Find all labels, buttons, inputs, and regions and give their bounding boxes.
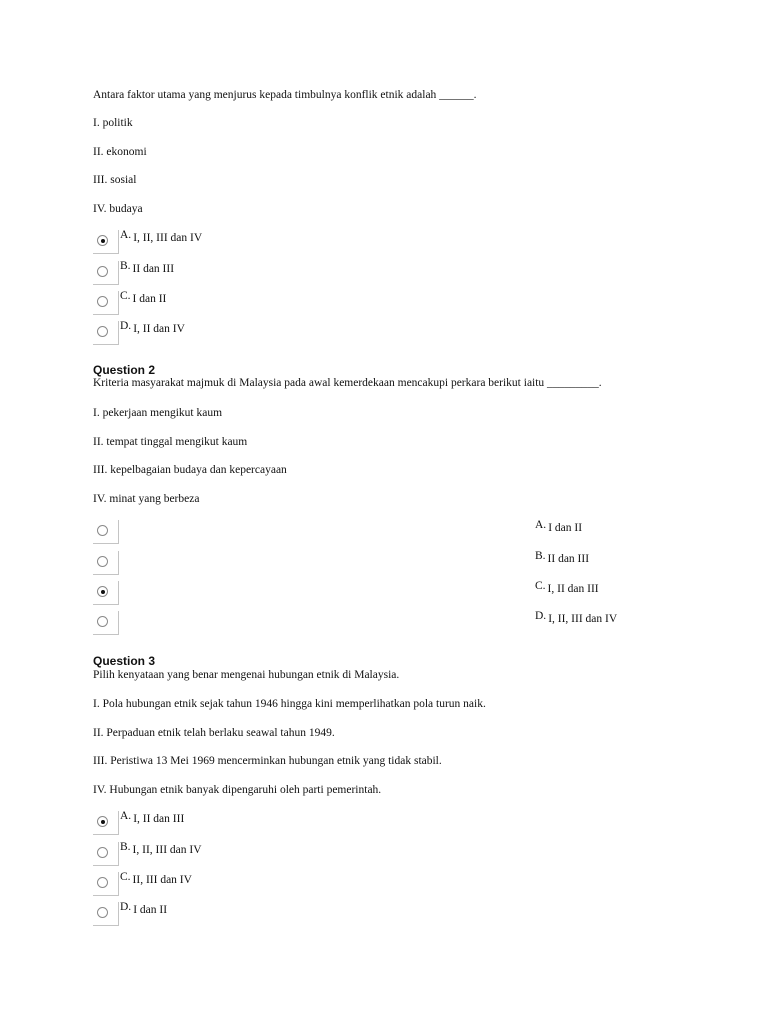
option-a[interactable]: A. I, II dan III	[120, 810, 185, 825]
option-cell	[93, 902, 119, 926]
option-d[interactable]: D. I dan II	[120, 901, 168, 916]
radio-button-d[interactable]	[97, 326, 108, 337]
option-d[interactable]: D. I, II, III dan IV	[535, 610, 618, 625]
radio-button-a[interactable]	[97, 235, 108, 246]
option-cell	[93, 520, 119, 544]
question-2-statement-4: IV. minat yang berbeza	[93, 493, 200, 505]
radio-button-c[interactable]	[97, 586, 108, 597]
radio-button-c[interactable]	[97, 877, 108, 888]
radio-button-d[interactable]	[97, 907, 108, 918]
question-1-statement-2: II. ekonomi	[93, 146, 147, 158]
option-cell	[93, 230, 119, 254]
option-a[interactable]: A. I, II, III dan IV	[120, 229, 203, 244]
question-2-heading: Question 2	[93, 363, 156, 377]
radio-button-a[interactable]	[97, 816, 108, 827]
radio-button-d[interactable]	[97, 616, 108, 627]
question-2-statement-1: I. pekerjaan mengikut kaum	[93, 407, 223, 419]
radio-button-b[interactable]	[97, 266, 108, 277]
question-3-statement-1: I. Pola hubungan etnik sejak tahun 1946 hingga kini memperlihatkan pola turun naik.	[93, 698, 486, 710]
radio-button-a[interactable]	[97, 525, 108, 536]
option-cell	[93, 291, 119, 315]
option-c[interactable]: C. I, II dan III	[535, 580, 599, 595]
option-cell	[93, 872, 119, 896]
question-3-heading: Question 3	[93, 654, 156, 668]
option-b[interactable]: B. II dan III	[120, 260, 175, 275]
question-3-statement-4: IV. Hubungan etnik banyak dipengaruhi oleh parti pemerintah.	[93, 784, 382, 796]
option-b[interactable]: B. II dan III	[535, 550, 590, 565]
question-3-statement-2: II. Perpaduan etnik telah berlaku seawal tahun 1949.	[93, 727, 335, 739]
option-cell	[93, 842, 119, 866]
option-cell	[93, 261, 119, 285]
radio-button-c[interactable]	[97, 296, 108, 307]
option-cell	[93, 611, 119, 635]
question-2-prompt: Kriteria masyarakat majmuk di Malaysia pada awal kemerdekaan mencakupi perkara berikut iaitu _________.	[93, 377, 602, 389]
option-c[interactable]: C. II, III dan IV	[120, 871, 192, 886]
option-cell	[93, 321, 119, 345]
question-2-statement-3: III. kepelbagaian budaya dan kepercayaan	[93, 464, 287, 476]
option-d[interactable]: D. I, II dan IV	[120, 320, 185, 335]
question-3-statement-3: III. Peristiwa 13 Mei 1969 mencerminkan hubungan etnik yang tidak stabil.	[93, 755, 442, 767]
option-cell	[93, 581, 119, 605]
question-3-prompt: Pilih kenyataan yang benar mengenai hubungan etnik di Malaysia.	[93, 669, 400, 681]
option-cell	[93, 811, 119, 835]
option-cell	[93, 551, 119, 575]
question-1-statement-4: IV. budaya	[93, 203, 143, 215]
radio-button-b[interactable]	[97, 847, 108, 858]
question-2-statement-2: II. tempat tinggal mengikut kaum	[93, 436, 248, 448]
question-1-statement-3: III. sosial	[93, 174, 137, 186]
option-a[interactable]: A. I dan II	[535, 519, 583, 534]
option-c[interactable]: C. I dan II	[120, 290, 167, 305]
question-1-prompt: Antara faktor utama yang menjurus kepada timbulnya konflik etnik adalah ______.	[93, 89, 477, 101]
radio-button-b[interactable]	[97, 556, 108, 567]
option-b[interactable]: B. I, II, III dan IV	[120, 841, 202, 856]
question-1-statement-1: I. politik	[93, 117, 133, 129]
